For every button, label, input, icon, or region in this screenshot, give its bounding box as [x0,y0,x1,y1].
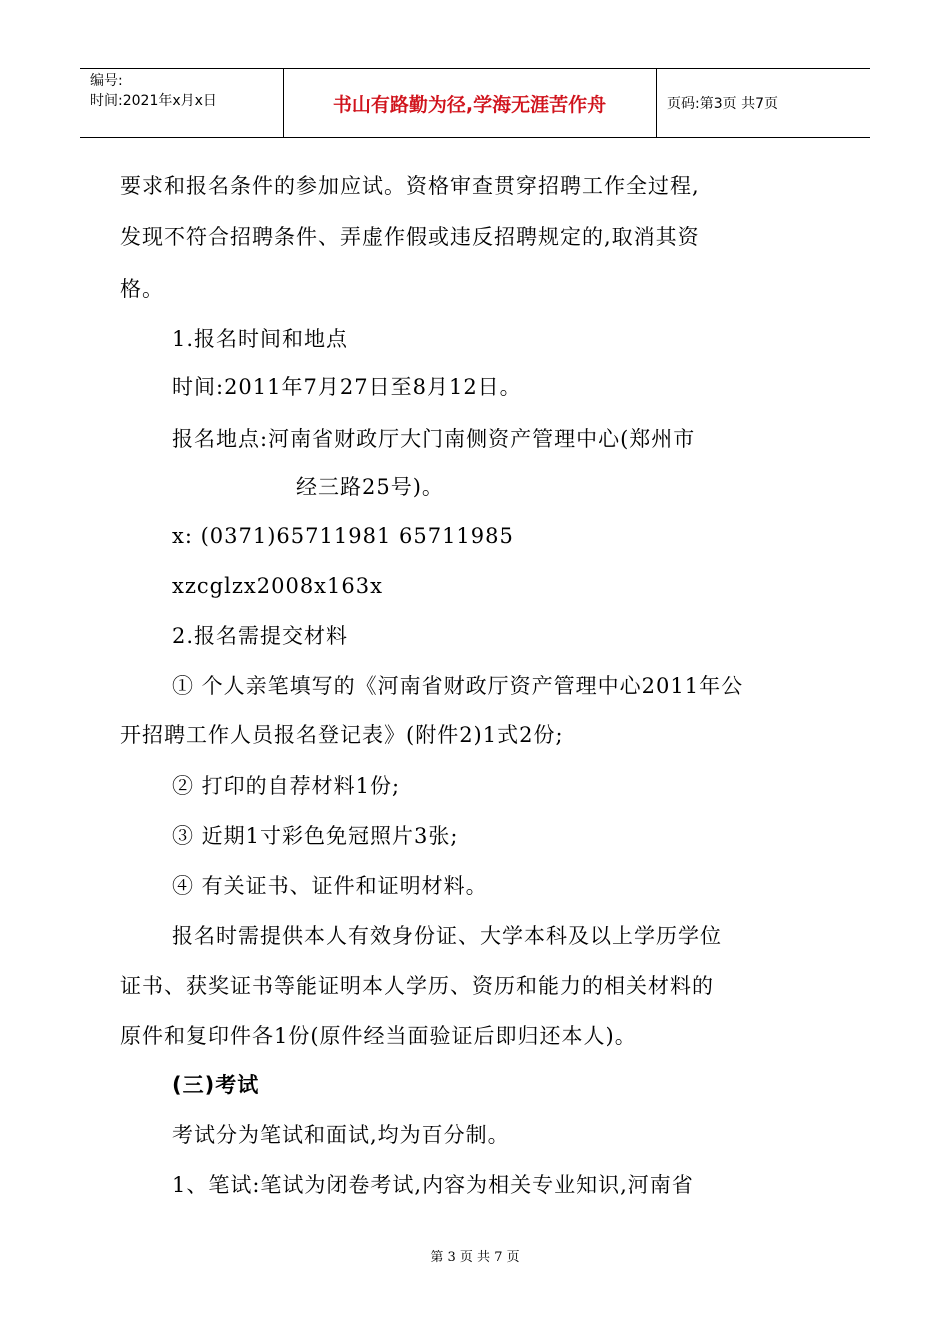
section-title: (三)考试 [172,1073,260,1097]
body-line: 格。 [120,277,164,301]
header-meta-cell [80,69,284,137]
list-item: ④ 有关证书、证件和证明材料。 [172,874,488,898]
body-line: 证书、获奖证书等能证明本人学历、资历和能力的相关材料的 [120,974,714,998]
number-label: 编号: [90,73,123,89]
list-item: ③ 近期1寸彩色免冠照片3张; [172,824,459,848]
section-heading: 1.报名时间和地点 [172,327,349,351]
body-line: 原件和复印件各1份(原件经当面验证后即归还本人)。 [120,1024,637,1048]
body-line: 要求和报名条件的参加应试。资格审查贯穿招聘工作全过程, [120,174,700,198]
header-page-cell [657,69,870,137]
body-line: 发现不符合招聘条件、弄虚作假或违反招聘规定的,取消其资 [120,225,700,249]
date-label: 时间:2021年x月x日 [90,93,217,109]
header-motto-cell [283,69,657,137]
body-line: 时间:2011年7月27日至8月12日。 [172,375,522,399]
motto-text: 书山有路勤为径,学海无涯苦作舟 [332,93,607,116]
body-line: 经三路25号)。 [296,475,444,499]
page-header [80,68,870,138]
body-line: 报名地点:河南省财政厅大门南侧资产管理中心(郑州市 [172,427,696,451]
list-item: ① 个人亲笔填写的《河南省财政厅资产管理中心2011年公 [172,674,744,698]
list-item: ② 打印的自荐材料1份; [172,774,401,798]
body-line: 考试分为笔试和面试,均为百分制。 [172,1123,510,1147]
page-indicator: 页码:第3页 共7页 [667,96,778,112]
list-item-continuation: 开招聘工作人员报名登记表》(附件2)1式2份; [120,723,564,747]
page-footer: 第 3 页 共 7 页 [430,1250,520,1265]
body-line: x: (0371)65711981 65711985 [172,524,514,548]
body-line: 报名时需提供本人有效身份证、大学本科及以上学历学位 [172,924,722,948]
body-line: 1、笔试:笔试为闭卷考试,内容为相关专业知识,河南省 [172,1173,694,1197]
body-line: xzcglzx2008x163x [172,574,383,598]
section-heading: 2.报名需提交材料 [172,624,349,648]
